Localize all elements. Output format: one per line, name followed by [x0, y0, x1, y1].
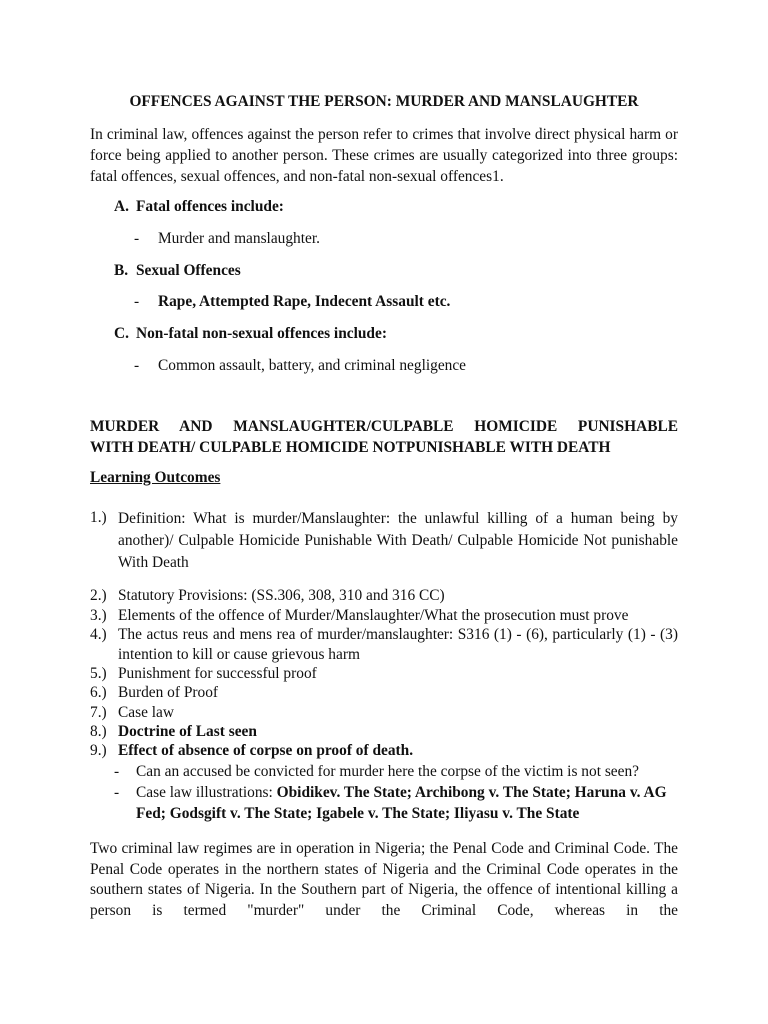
outcome-number: 5.) — [90, 665, 107, 682]
outcome-text: Case law — [118, 704, 174, 721]
outcome-item — [90, 741, 678, 761]
outcome-item — [90, 683, 678, 703]
outcome-number: 1.) — [90, 509, 107, 526]
outcome-text: Punishment for successful proof — [118, 665, 317, 682]
group-heading-fatal — [114, 197, 284, 217]
outcome-number: 8.) — [90, 723, 107, 740]
group-item-nonfatal — [134, 356, 466, 376]
outcome-number: 4.) — [90, 626, 107, 643]
group-item-text: Common assault, battery, and criminal negligence — [158, 357, 467, 374]
group-letter: C. — [114, 325, 129, 342]
page-title: OFFENCES AGAINST THE PERSON: MURDER AND MANSLAUGHTER — [129, 93, 639, 110]
section-heading-line: WITH DEATH/ CULPABLE HOMICIDE NOTPUNISHABLE WITH DEATH — [90, 439, 611, 456]
outcome-text: The actus reus and mens rea of murder/manslaughter: S316 (1) - (6), particularly (1) - (3) intention to kill or cause grievous harm — [118, 626, 678, 663]
outcome-number: 3.) — [90, 607, 107, 624]
group-item-fatal — [134, 229, 320, 249]
group-heading-sexual — [114, 261, 241, 281]
sub-item-text: Can an accused be convicted for murder here the corpse of the victim is not seen? — [136, 763, 639, 780]
outcome-text: Effect of absence of corpse on proof of death. — [118, 742, 414, 759]
group-letter: A. — [114, 198, 129, 215]
outcome-item — [90, 703, 678, 723]
outcome-text: Statutory Provisions: (SS.306, 308, 310 and 316 CC) — [118, 587, 445, 604]
dash-bullet: - — [134, 230, 140, 247]
outcome-item — [90, 664, 678, 684]
outcome-number: 2.) — [90, 587, 107, 604]
closing-paragraph: Two criminal law regimes are in operation in Nigeria; the Penal Code and Criminal Code. The Penal Code operates in the northern states of Nigeria and the Criminal Code operates in the southern states of Nigeria. In the Southern part of Nigeria, the offence of intentional killing a person is termed "murder" under the Criminal Code, whereas in the — [90, 840, 678, 919]
group-heading-text: Sexual Offences — [136, 262, 241, 279]
group-heading-text: Fatal offences include: — [136, 198, 284, 215]
dash-bullet: - — [134, 357, 140, 374]
sub-item — [114, 761, 678, 782]
group-item-text: Murder and manslaughter. — [158, 230, 320, 247]
outcome-text: Doctrine of Last seen — [118, 723, 257, 740]
group-letter: B. — [114, 262, 129, 279]
group-heading-nonfatal — [114, 324, 387, 344]
outcome-item — [90, 606, 678, 626]
outcome-text: Burden of Proof — [118, 684, 219, 701]
case-law-prefix: Case law illustrations: — [136, 784, 277, 801]
learning-outcomes-heading: Learning Outcomes — [90, 469, 221, 486]
section-heading — [90, 416, 678, 458]
group-heading-text: Non-fatal non-sexual offences include: — [136, 325, 387, 342]
outcome-text: Elements of the offence of Murder/Manslaughter/What the prosecution must prove — [118, 607, 629, 624]
outcome-item — [90, 508, 678, 574]
section-heading-line: MURDER AND MANSLAUGHTER/CULPABLE HOMICIDE PUNISHABLE — [90, 418, 678, 435]
dash-bullet: - — [114, 763, 120, 780]
group-item-sexual — [134, 292, 450, 312]
sub-item — [114, 782, 678, 824]
outcome-text: Definition: What is murder/Manslaughter: the unlawful killing of a human being by another)/ Culpable Homicide Punishable With Death/ Culpable Homicide Not punishable With Death — [118, 510, 678, 571]
outcome-number: 7.) — [90, 704, 107, 721]
outcome-number: 6.) — [90, 684, 107, 701]
dash-bullet: - — [134, 293, 140, 310]
outcome-item — [90, 722, 678, 742]
case-law-list: Obidikev. The State; Archibong v. The State; Haruna v. AG Fed; Godsgift v. The State; Igabele v. The State; Iliyasu v. The State — [136, 784, 667, 822]
outcome-item — [90, 586, 678, 606]
outcome-item — [90, 625, 678, 665]
dash-bullet: - — [114, 784, 120, 801]
sub-item-text — [136, 782, 678, 824]
group-item-text: Rape, Attempted Rape, Indecent Assault etc. — [158, 293, 451, 310]
outcome-number: 9.) — [90, 742, 107, 759]
intro-paragraph: In criminal law, offences against the person refer to crimes that involve direct physical harm or force being applied to another person. These crimes are usually categorized into three groups: fatal offences, sexual offences, and non-fatal non-sexual offences1. — [90, 126, 678, 185]
